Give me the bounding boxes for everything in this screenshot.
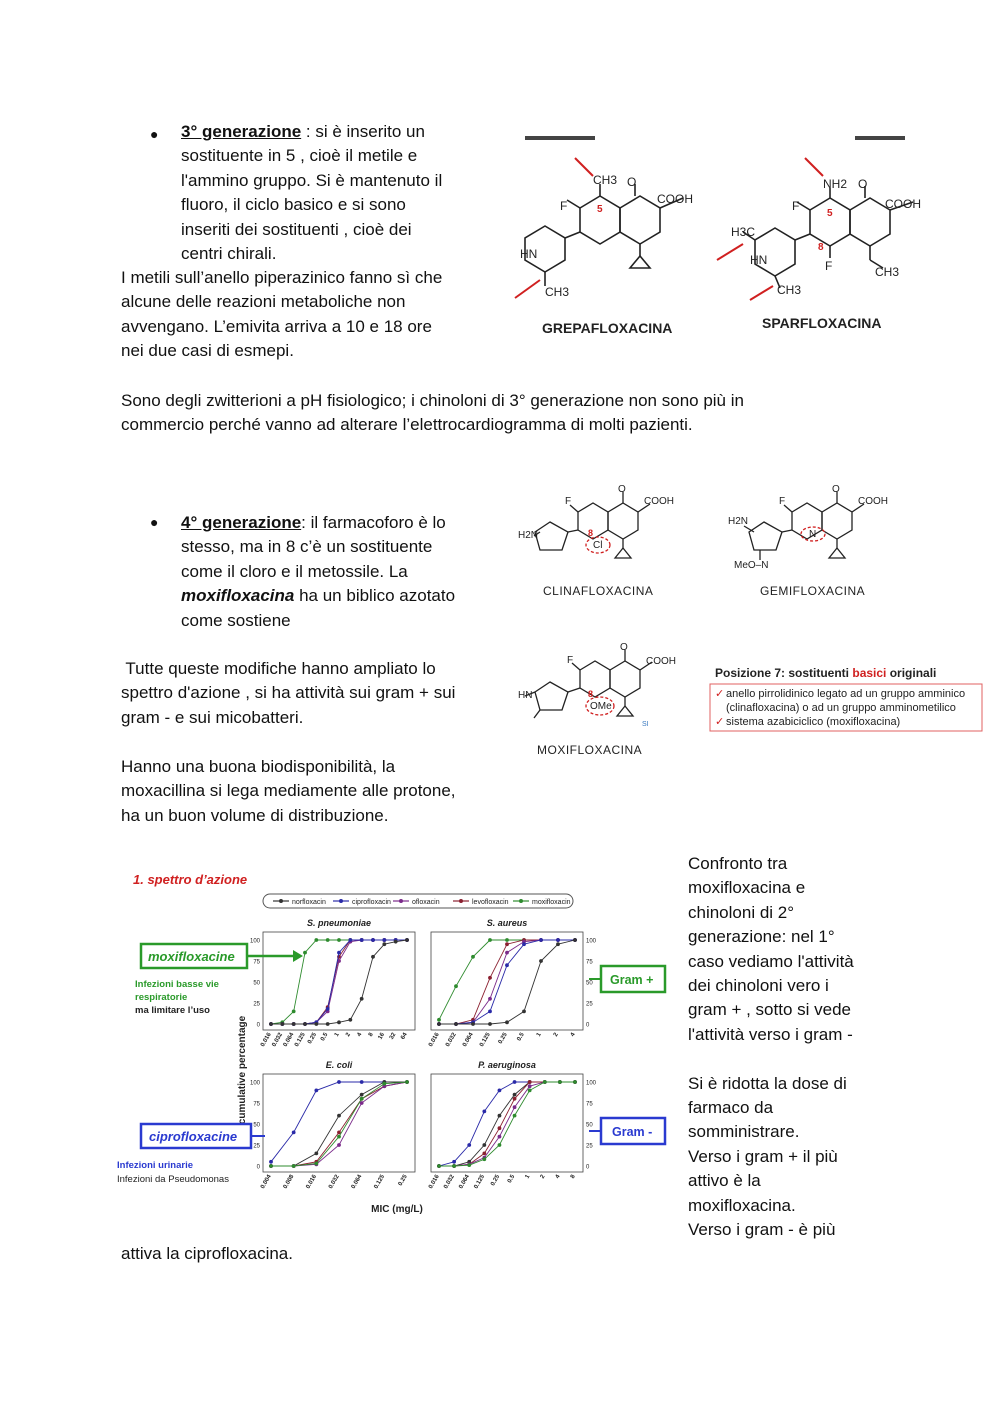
- right-text-line: Si è ridotta la dose di: [688, 1073, 847, 1093]
- data-point-levofloxacin: [513, 1097, 517, 1101]
- right-text-line: moxifloxacina.: [688, 1195, 796, 1215]
- legend-label: ciprofloxacin: [352, 899, 391, 906]
- data-point-moxifloxacin: [528, 1089, 532, 1093]
- f-label-moxi: F: [567, 655, 574, 666]
- final-line: attiva la ciprofloxacina.: [121, 1244, 293, 1263]
- data-point-moxifloxacin: [543, 1080, 547, 1084]
- panel-title: P. aeruginosa: [478, 1060, 536, 1070]
- sec3-para-2: avvengano. L’emivita arriva a 10 e 18 ore: [121, 316, 432, 336]
- y-tick-label: 25: [586, 1143, 593, 1150]
- x-tick-label: 0.064: [282, 1032, 296, 1049]
- right-text-line: generazione: nel 1°: [688, 927, 835, 947]
- posizione7-title: [715, 666, 936, 680]
- y-tick-label: 0: [256, 1022, 260, 1029]
- x-tick-label: 0.032: [328, 1174, 341, 1191]
- data-point-norfloxacin: [505, 1020, 509, 1024]
- ch3b-label-spar: CH3: [875, 265, 900, 279]
- zwitter-paragraph: [121, 389, 901, 438]
- data-point-norfloxacin: [337, 1114, 341, 1118]
- o-label-grepa: O: [627, 175, 637, 189]
- sec3-line-1: sostituente in 5 , cioè il metile e: [181, 146, 418, 166]
- data-point-norfloxacin: [573, 938, 577, 942]
- right-text-line: somministrare.: [688, 1122, 800, 1142]
- sec4-moxi: moxifloxacina: [181, 586, 295, 606]
- x-axis-label: MIC (mg/L): [371, 1204, 423, 1215]
- box-item-2: sistema azabiciclico (moxifloxacina): [726, 716, 901, 728]
- x-tick-label: 0.032: [443, 1174, 456, 1191]
- x-tick-label: 4: [569, 1032, 577, 1038]
- right-text-line: gram + , sotto si vede: [688, 1000, 851, 1020]
- x-tick-label: 2: [552, 1032, 560, 1038]
- nh2-label-spar: NH2: [823, 177, 848, 191]
- right-text-line: l'attività verso i gram -: [688, 1024, 853, 1044]
- data-point-norfloxacin: [314, 1152, 318, 1156]
- y-tick-label: 50: [253, 1122, 260, 1129]
- h3c-label-spar: H3C: [731, 225, 756, 239]
- data-point-ciprofloxacin: [482, 1110, 486, 1114]
- sec4-para2: [121, 755, 501, 828]
- data-point-moxifloxacin: [269, 1164, 273, 1168]
- y-tick-label: 100: [586, 1080, 597, 1087]
- y-tick-label: 0: [586, 1022, 590, 1029]
- data-point-moxifloxacin: [505, 938, 509, 942]
- zwitter-line-0: Sono degli zwitterioni a pH fisiologico; i chinoloni di 3° generazione non sono più in: [121, 391, 744, 410]
- sec3-line-0: : si è inserito un: [301, 122, 425, 141]
- moxi-note-2: ma limitare l’uso: [135, 1005, 210, 1016]
- data-point-moxifloxacin: [292, 1010, 296, 1014]
- right-text-line: Confronto tra: [688, 854, 788, 873]
- data-point-norfloxacin: [482, 1143, 486, 1147]
- sec4-title: 4° generazione: [181, 513, 302, 532]
- data-point-norfloxacin: [539, 959, 543, 963]
- x-tick-label: 8: [569, 1174, 577, 1180]
- x-tick-label: 0.064: [458, 1174, 471, 1191]
- x-tick-label: 32: [388, 1032, 398, 1041]
- gram-positive-label: Gram +: [610, 973, 654, 987]
- sec3-para-3: nei due casi di esmepi.: [121, 341, 294, 361]
- sec3-title: 3° generazione: [181, 122, 302, 141]
- x-tick-label: 1: [524, 1174, 532, 1180]
- sec4-para1: [121, 657, 501, 730]
- bullet: ●: [150, 126, 159, 142]
- x-tick-label: 0.008: [282, 1174, 296, 1191]
- y-tick-label: 75: [253, 1101, 260, 1108]
- data-point-ofloxacin: [505, 951, 509, 955]
- x-tick-label: 0.5: [320, 1032, 330, 1043]
- data-point-levofloxacin: [498, 1126, 502, 1130]
- sec4-line4-rest: ha un biblico azotato: [294, 586, 456, 606]
- data-point-norfloxacin: [488, 1022, 492, 1026]
- data-point-norfloxacin: [437, 1022, 441, 1026]
- cooh-label-grepa: COOH: [657, 192, 693, 206]
- data-point-norfloxacin: [454, 1022, 458, 1026]
- cipro-note-1: Infezioni urinarie: [117, 1160, 194, 1171]
- data-point-norfloxacin: [405, 938, 409, 942]
- data-point-levofloxacin: [528, 1080, 532, 1084]
- data-point-norfloxacin: [498, 1114, 502, 1118]
- sec4-line1-rest: : il farmacoforo è lo: [301, 513, 446, 532]
- data-point-levofloxacin: [482, 1152, 486, 1156]
- ome-label-moxi: OMe: [590, 701, 612, 712]
- data-point-moxifloxacin: [454, 984, 458, 988]
- data-point-moxifloxacin: [573, 1080, 577, 1084]
- data-point-norfloxacin: [337, 1020, 341, 1024]
- red-arrow-icon: [805, 158, 823, 176]
- data-point-norfloxacin: [556, 942, 560, 946]
- moxifloxacina-structure: [525, 650, 652, 718]
- data-point-norfloxacin: [348, 1018, 352, 1022]
- red-arrow-icon: [750, 286, 773, 300]
- sec4-line-3: come il cloro e il metossile. La: [181, 561, 408, 581]
- data-point-ciprofloxacin: [348, 938, 352, 942]
- x-tick-label: 2: [539, 1174, 547, 1180]
- legend-marker: [459, 899, 463, 903]
- panel-title: E. coli: [325, 1060, 353, 1070]
- cooh-label-gemi: COOH: [858, 496, 888, 507]
- sec3-para-1: alcune delle reazioni metaboliche non: [121, 292, 406, 312]
- o-label-spar: O: [858, 177, 868, 191]
- legend-marker: [399, 899, 403, 903]
- hn-label-spar: HN: [750, 253, 768, 267]
- y-axis-label: cumulative percentage: [237, 1015, 248, 1125]
- legend-label: moxifloxacin: [532, 899, 571, 906]
- data-point-norfloxacin: [522, 1010, 526, 1014]
- data-point-ciprofloxacin: [452, 1160, 456, 1164]
- data-point-ciprofloxacin: [337, 1080, 341, 1084]
- data-point-moxifloxacin: [498, 1143, 502, 1147]
- data-point-norfloxacin: [394, 940, 398, 944]
- data-point-moxifloxacin: [303, 951, 307, 955]
- gemifloxacina-structure: [744, 492, 864, 560]
- sec3-line-3: fluoro, il ciclo basico e si sono: [181, 195, 406, 215]
- f-label-grepa: F: [560, 199, 568, 213]
- cropped-text-fragment: [525, 136, 595, 140]
- x-tick-label: 0.5: [516, 1032, 526, 1043]
- cooh-label-spar: COOH: [885, 197, 921, 211]
- moxifloxacine-label: moxifloxacine: [148, 949, 235, 964]
- sec4-para1-0: Tutte queste modifiche hanno ampliato lo: [121, 659, 436, 678]
- right-text-line: caso vediamo l'attività: [688, 951, 854, 971]
- data-point-ciprofloxacin: [539, 938, 543, 942]
- data-point-ciprofloxacin: [337, 951, 341, 955]
- x-tick-label: 0.25: [397, 1174, 409, 1188]
- x-tick-label: 1: [535, 1032, 543, 1038]
- data-point-ciprofloxacin: [371, 938, 375, 942]
- ch3-label-spar: CH3: [777, 283, 802, 297]
- f-label-clina: F: [565, 496, 572, 507]
- data-point-moxifloxacin: [471, 955, 475, 959]
- gemifloxacina-name: GEMIFLOXACINA: [760, 584, 866, 598]
- sec3-line-2: l'ammino gruppo. Si è mantenuto il: [181, 170, 443, 190]
- right-text-line: Verso i gram + il più: [688, 1146, 838, 1166]
- data-point-ciprofloxacin: [292, 1131, 296, 1135]
- y-tick-label: 25: [253, 1001, 260, 1008]
- data-point-moxifloxacin: [482, 1157, 486, 1161]
- legend-marker: [519, 899, 523, 903]
- y-tick-label: 100: [586, 938, 597, 945]
- f2-label-spar: F: [825, 259, 833, 273]
- si-label: SI: [642, 721, 649, 728]
- clinafloxacina-structure: [534, 492, 650, 558]
- data-point-norfloxacin: [360, 1093, 364, 1097]
- data-point-ciprofloxacin: [522, 942, 526, 946]
- data-point-moxifloxacin: [437, 1018, 441, 1022]
- cooh-label-moxi: COOH: [646, 656, 676, 667]
- sec3-line-5: centri chirali.: [181, 244, 277, 264]
- third-gen-structures-figure: [505, 128, 945, 343]
- check-icon: ✓: [715, 688, 725, 700]
- sec3-bullet-text: [181, 120, 501, 266]
- data-point-norfloxacin: [513, 1093, 517, 1097]
- pos8-label-moxi: 8: [588, 689, 594, 699]
- data-point-ciprofloxacin: [556, 938, 560, 942]
- x-tick-label: 0.25: [307, 1032, 319, 1046]
- y-tick-label: 25: [253, 1143, 260, 1150]
- x-tick-label: 64: [400, 1032, 409, 1041]
- data-point-norfloxacin: [269, 1022, 273, 1026]
- data-point-levofloxacin: [505, 942, 509, 946]
- data-point-moxifloxacin: [314, 938, 318, 942]
- data-point-norfloxacin: [382, 942, 386, 946]
- cooh-label-clina: COOH: [644, 496, 674, 507]
- y-tick-label: 50: [253, 980, 260, 987]
- data-point-norfloxacin: [360, 997, 364, 1001]
- data-point-moxifloxacin: [292, 1164, 296, 1168]
- data-point-ciprofloxacin: [269, 1160, 273, 1164]
- x-tick-label: 1: [333, 1032, 341, 1038]
- pos5-label-spar: 5: [827, 208, 833, 219]
- x-tick-label: 0.032: [445, 1032, 458, 1049]
- hn-label-grepa: HN: [520, 247, 538, 261]
- zwitter-line-1: commercio perché vanno ad alterare l’elettrocardiogramma di molti pazienti.: [121, 415, 693, 435]
- x-tick-label: 0.25: [497, 1032, 509, 1046]
- x-tick-label: 4: [554, 1174, 562, 1180]
- pos8-label-clina: 8: [588, 528, 594, 538]
- o-label-moxi: O: [620, 642, 628, 653]
- data-point-ciprofloxacin: [513, 1080, 517, 1084]
- right-text-line: chinoloni di 2°: [688, 902, 795, 922]
- data-point-ofloxacin: [513, 1105, 517, 1109]
- x-tick-label: 0.25: [490, 1174, 502, 1188]
- ch3-label-grepa: CH3: [593, 173, 618, 187]
- data-point-moxifloxacin: [360, 1097, 364, 1101]
- legend-marker: [279, 899, 283, 903]
- red-arrow-icon: [717, 244, 743, 260]
- x-tick-label: 0.125: [373, 1174, 387, 1191]
- sec4-line-5: come sostiene: [181, 610, 291, 630]
- fourth-gen-structures-figure: [510, 470, 990, 770]
- x-tick-label: 0.016: [428, 1032, 441, 1049]
- data-point-moxifloxacin: [513, 1114, 517, 1118]
- x-tick-label: 2: [345, 1032, 353, 1038]
- posizione7-title-post: originali: [886, 666, 937, 680]
- o-label-gemi: O: [832, 484, 840, 495]
- x-tick-label: 0.5: [506, 1174, 517, 1185]
- bullet: ●: [150, 514, 159, 530]
- data-point-moxifloxacin: [467, 1163, 471, 1167]
- y-tick-label: 75: [253, 959, 260, 966]
- data-point-ciprofloxacin: [382, 938, 386, 942]
- x-tick-label: 0.032: [271, 1032, 285, 1049]
- ch3b-label-grepa: CH3: [545, 285, 570, 299]
- x-tick-label: 0.004: [260, 1174, 273, 1191]
- data-point-ciprofloxacin: [467, 1143, 471, 1147]
- data-point-norfloxacin: [303, 1022, 307, 1026]
- data-point-ciprofloxacin: [360, 1080, 364, 1084]
- sec3-paragraph: [121, 266, 501, 364]
- right-text-line: dei chinoloni vero i: [688, 976, 829, 996]
- posizione7-title-red: basici: [852, 666, 887, 680]
- data-point-moxifloxacin: [382, 1082, 386, 1086]
- data-point-norfloxacin: [280, 1022, 284, 1026]
- sec3-line-4: inseriti dei sostituenti , cioè dei: [181, 219, 412, 239]
- hn-label-moxi: HN: [518, 690, 533, 701]
- f-label-gemi: F: [779, 496, 786, 507]
- spectrum-figure: [115, 860, 675, 1218]
- cl-label-clina: Cl: [593, 540, 603, 551]
- y-tick-label: 100: [249, 1080, 260, 1087]
- data-point-moxifloxacin: [326, 938, 330, 942]
- data-point-norfloxacin: [471, 1022, 475, 1026]
- y-tick-label: 0: [256, 1164, 260, 1171]
- data-point-norfloxacin: [326, 1022, 330, 1026]
- data-point-ofloxacin: [528, 1084, 532, 1088]
- red-arrow-icon: [515, 280, 540, 298]
- data-point-norfloxacin: [371, 955, 375, 959]
- cropped-text-fragment-2: [855, 136, 905, 140]
- data-point-moxifloxacin: [488, 938, 492, 942]
- right-text-line: Verso i gram - è più: [688, 1220, 836, 1240]
- data-point-ciprofloxacin: [488, 1010, 492, 1014]
- ciprofloxacine-label: ciprofloxacine: [149, 1129, 238, 1144]
- check-icon: ✓: [715, 716, 725, 728]
- data-point-moxifloxacin: [337, 1135, 341, 1139]
- sec4-para1-1: spettro d'azione , si ha attività sui gram + sui: [121, 683, 456, 703]
- box-item-1: (clinafloxacina) o ad un gruppo amminometilico: [726, 702, 956, 714]
- y-tick-label: 50: [586, 1122, 593, 1129]
- x-tick-label: 0.016: [260, 1032, 273, 1049]
- o-label-clina: O: [618, 484, 626, 495]
- right-text-line: [688, 1047, 948, 1071]
- panel-title: S. pneumoniae: [306, 918, 372, 928]
- legend-label: ofloxacin: [412, 899, 440, 906]
- right-text-line: attivo è la: [688, 1171, 761, 1191]
- moxi-note-1: respiratorie: [135, 992, 188, 1003]
- y-tick-label: 25: [586, 1001, 593, 1008]
- data-point-moxifloxacin: [337, 938, 341, 942]
- meo-label-gemi: MeO–N: [734, 560, 769, 571]
- grepafloxacina-name: GREPAFLOXACINA: [542, 320, 673, 336]
- moxifloxacina-name: MOXIFLOXACINA: [537, 743, 643, 757]
- x-tick-label: 0.125: [479, 1032, 492, 1049]
- sec4-para1-2: gram - e sui micobatteri.: [121, 707, 304, 727]
- y-tick-label: 50: [586, 980, 593, 987]
- x-tick-label: 8: [367, 1032, 375, 1038]
- data-point-moxifloxacin: [314, 1162, 318, 1166]
- data-point-moxifloxacin: [437, 1164, 441, 1168]
- sparfloxacina-name: SPARFLOXACINA: [762, 315, 882, 331]
- red-arrow-icon: [575, 158, 593, 176]
- sec4-para2-1: moxacillina si lega mediamente alle protone,: [121, 781, 456, 801]
- right-text-line: farmaco da: [688, 1098, 774, 1118]
- x-tick-label: 0.016: [305, 1174, 319, 1191]
- legend-label: norfloxacin: [292, 899, 326, 906]
- moxi-note-0: Infezioni basse vie: [135, 979, 219, 990]
- data-point-norfloxacin: [292, 1022, 296, 1026]
- legend-marker: [339, 899, 343, 903]
- sec4-para2-2: ha un buon volume di distribuzione.: [121, 805, 389, 825]
- x-tick-label: 0.064: [350, 1174, 364, 1191]
- sec3-para-0: I metili sull’anello piperazinico fanno sì che: [121, 268, 443, 287]
- clinafloxacina-name: CLINAFLOXACINA: [543, 584, 654, 598]
- data-point-moxifloxacin: [452, 1164, 456, 1168]
- f-label-spar: F: [792, 199, 800, 213]
- data-point-ciprofloxacin: [360, 938, 364, 942]
- y-tick-label: 75: [586, 959, 593, 966]
- data-point-ciprofloxacin: [326, 1007, 330, 1011]
- x-tick-label: 4: [356, 1032, 364, 1038]
- n-label-gemi: N: [809, 529, 817, 540]
- data-point-ciprofloxacin: [498, 1089, 502, 1093]
- legend-label: levofloxacin: [472, 899, 509, 906]
- y-tick-label: 0: [586, 1164, 590, 1171]
- y-tick-label: 100: [249, 938, 260, 945]
- data-point-ofloxacin: [488, 997, 492, 1001]
- x-tick-label: 0.016: [428, 1174, 441, 1191]
- data-point-moxifloxacin: [558, 1080, 562, 1084]
- data-point-norfloxacin: [314, 1022, 318, 1026]
- data-point-moxifloxacin: [405, 1080, 409, 1084]
- right-text-line: moxifloxacina e: [688, 878, 806, 898]
- gram-negative-label: Gram -: [612, 1125, 653, 1139]
- right-column-text: [688, 852, 948, 1242]
- spectrum-header: 1. spettro d’azione: [133, 872, 248, 887]
- sec4-line-2: stesso, ma in 8 c’è un sostituente: [181, 537, 433, 557]
- h2n-label-gemi: H2N: [728, 516, 749, 527]
- data-point-ciprofloxacin: [505, 963, 509, 967]
- cipro-note-2: Infezioni da Pseudomonas: [117, 1174, 229, 1185]
- x-tick-label: 0.125: [473, 1174, 487, 1191]
- x-tick-label: 0.125: [294, 1032, 307, 1049]
- panel-title: S. aureus: [486, 918, 528, 928]
- posizione7-title-pre: Posizione 7: sostituenti: [715, 666, 853, 680]
- data-point-ciprofloxacin: [314, 1089, 318, 1093]
- x-tick-label: 16: [377, 1032, 387, 1041]
- data-point-ofloxacin: [498, 1135, 502, 1139]
- sec4-bullet-text: [181, 511, 501, 633]
- y-tick-label: 75: [586, 1101, 593, 1108]
- data-point-levofloxacin: [488, 976, 492, 980]
- data-point-ofloxacin: [337, 1143, 341, 1147]
- pos8-label-spar: 8: [818, 242, 824, 253]
- h2n-label-clina: H2N: [518, 530, 539, 541]
- sec4-para2-0: Hanno una buona biodisponibilità, la: [121, 757, 396, 776]
- pos5-label-grepa: 5: [597, 204, 603, 215]
- x-tick-label: 0.064: [462, 1032, 475, 1049]
- box-item-0: anello pirrolidinico legato ad un gruppo amminico: [726, 688, 966, 700]
